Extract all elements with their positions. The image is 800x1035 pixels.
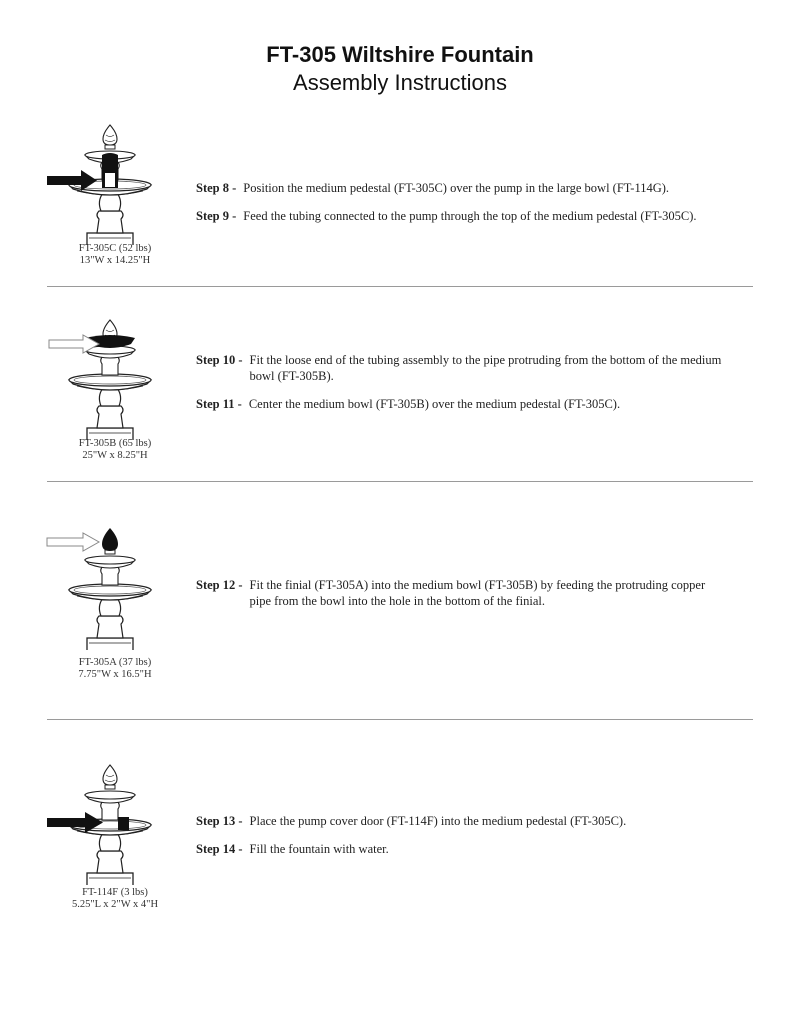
step-label: Step 10 - [196,353,243,367]
step-13 [196,813,756,829]
part-dimensions: 7.75"W x 16.5"H [78,669,152,680]
step-label: Step 11 - [196,397,242,411]
fountain-figure-finial-highlight [45,520,175,650]
section-divider [47,719,753,720]
part-weight: FT-305B (65 lbs) [78,438,152,449]
step-14 [196,841,756,857]
step-label: Step 9 - [196,209,237,223]
part-dimensions: 25"W x 8.25"H [82,450,148,461]
step-label: Step 12 - [196,578,243,592]
step-label: Step 13 - [196,814,243,828]
part-caption [15,438,215,462]
step-text: Center the medium bowl (FT-305B) over the medium pedestal (FT-305C). [248,397,621,411]
finial-highlight-icon [102,528,118,551]
step-text: Feed the tubing connected to the pump through the top of the medium pedestal (FT-305C). [243,209,697,223]
arrow-right-outline-icon [47,533,99,551]
pedestal-highlight-icon [102,153,118,188]
document-subtitle: Assembly Instructions [293,70,507,95]
fountain-figure-pedestal-highlight [45,115,175,245]
section-divider [47,286,753,287]
step-text: Fill the fountain with water. [249,842,389,856]
step-text: Position the medium pedestal (FT-305C) over the pump in the large bowl (FT-114G). [243,181,670,195]
step-11 [196,396,756,412]
part-dimensions: 13"W x 14.25"H [79,255,151,266]
part-caption [15,657,215,681]
part-caption [15,887,215,911]
step-text: Place the pump cover door (FT-114F) into the medium pedestal (FT-305C). [249,814,627,828]
step-10 [196,352,756,384]
part-weight: FT-305A (37 lbs) [78,657,152,668]
step-text: Fit the loose end of the tubing assembly to the pipe protruding from the bottom of the medium bowl (FT-305B). [249,353,722,383]
section-divider [47,481,753,482]
step-label: Step 8 - [196,181,237,195]
part-weight: FT-305C (52 lbs) [78,243,152,254]
step-8 [196,180,756,196]
step-label: Step 14 - [196,842,243,856]
step-9 [196,208,756,224]
step-12 [196,577,756,609]
part-caption [15,243,215,267]
part-dimensions: 5.25"L x 2"W x 4"H [71,899,159,910]
part-weight: FT-114F (3 lbs) [82,887,148,898]
pump-door-highlight-icon [118,817,129,830]
fountain-figure-door-highlight [45,755,175,885]
document-title: FT-305 Wiltshire Fountain [266,42,534,67]
step-text: Fit the finial (FT-305A) into the medium bowl (FT-305B) by feeding the protruding copper pipe from the bowl into the hole in the bottom of the finial. [249,578,706,608]
fountain-figure-bowl-highlight [45,310,175,440]
